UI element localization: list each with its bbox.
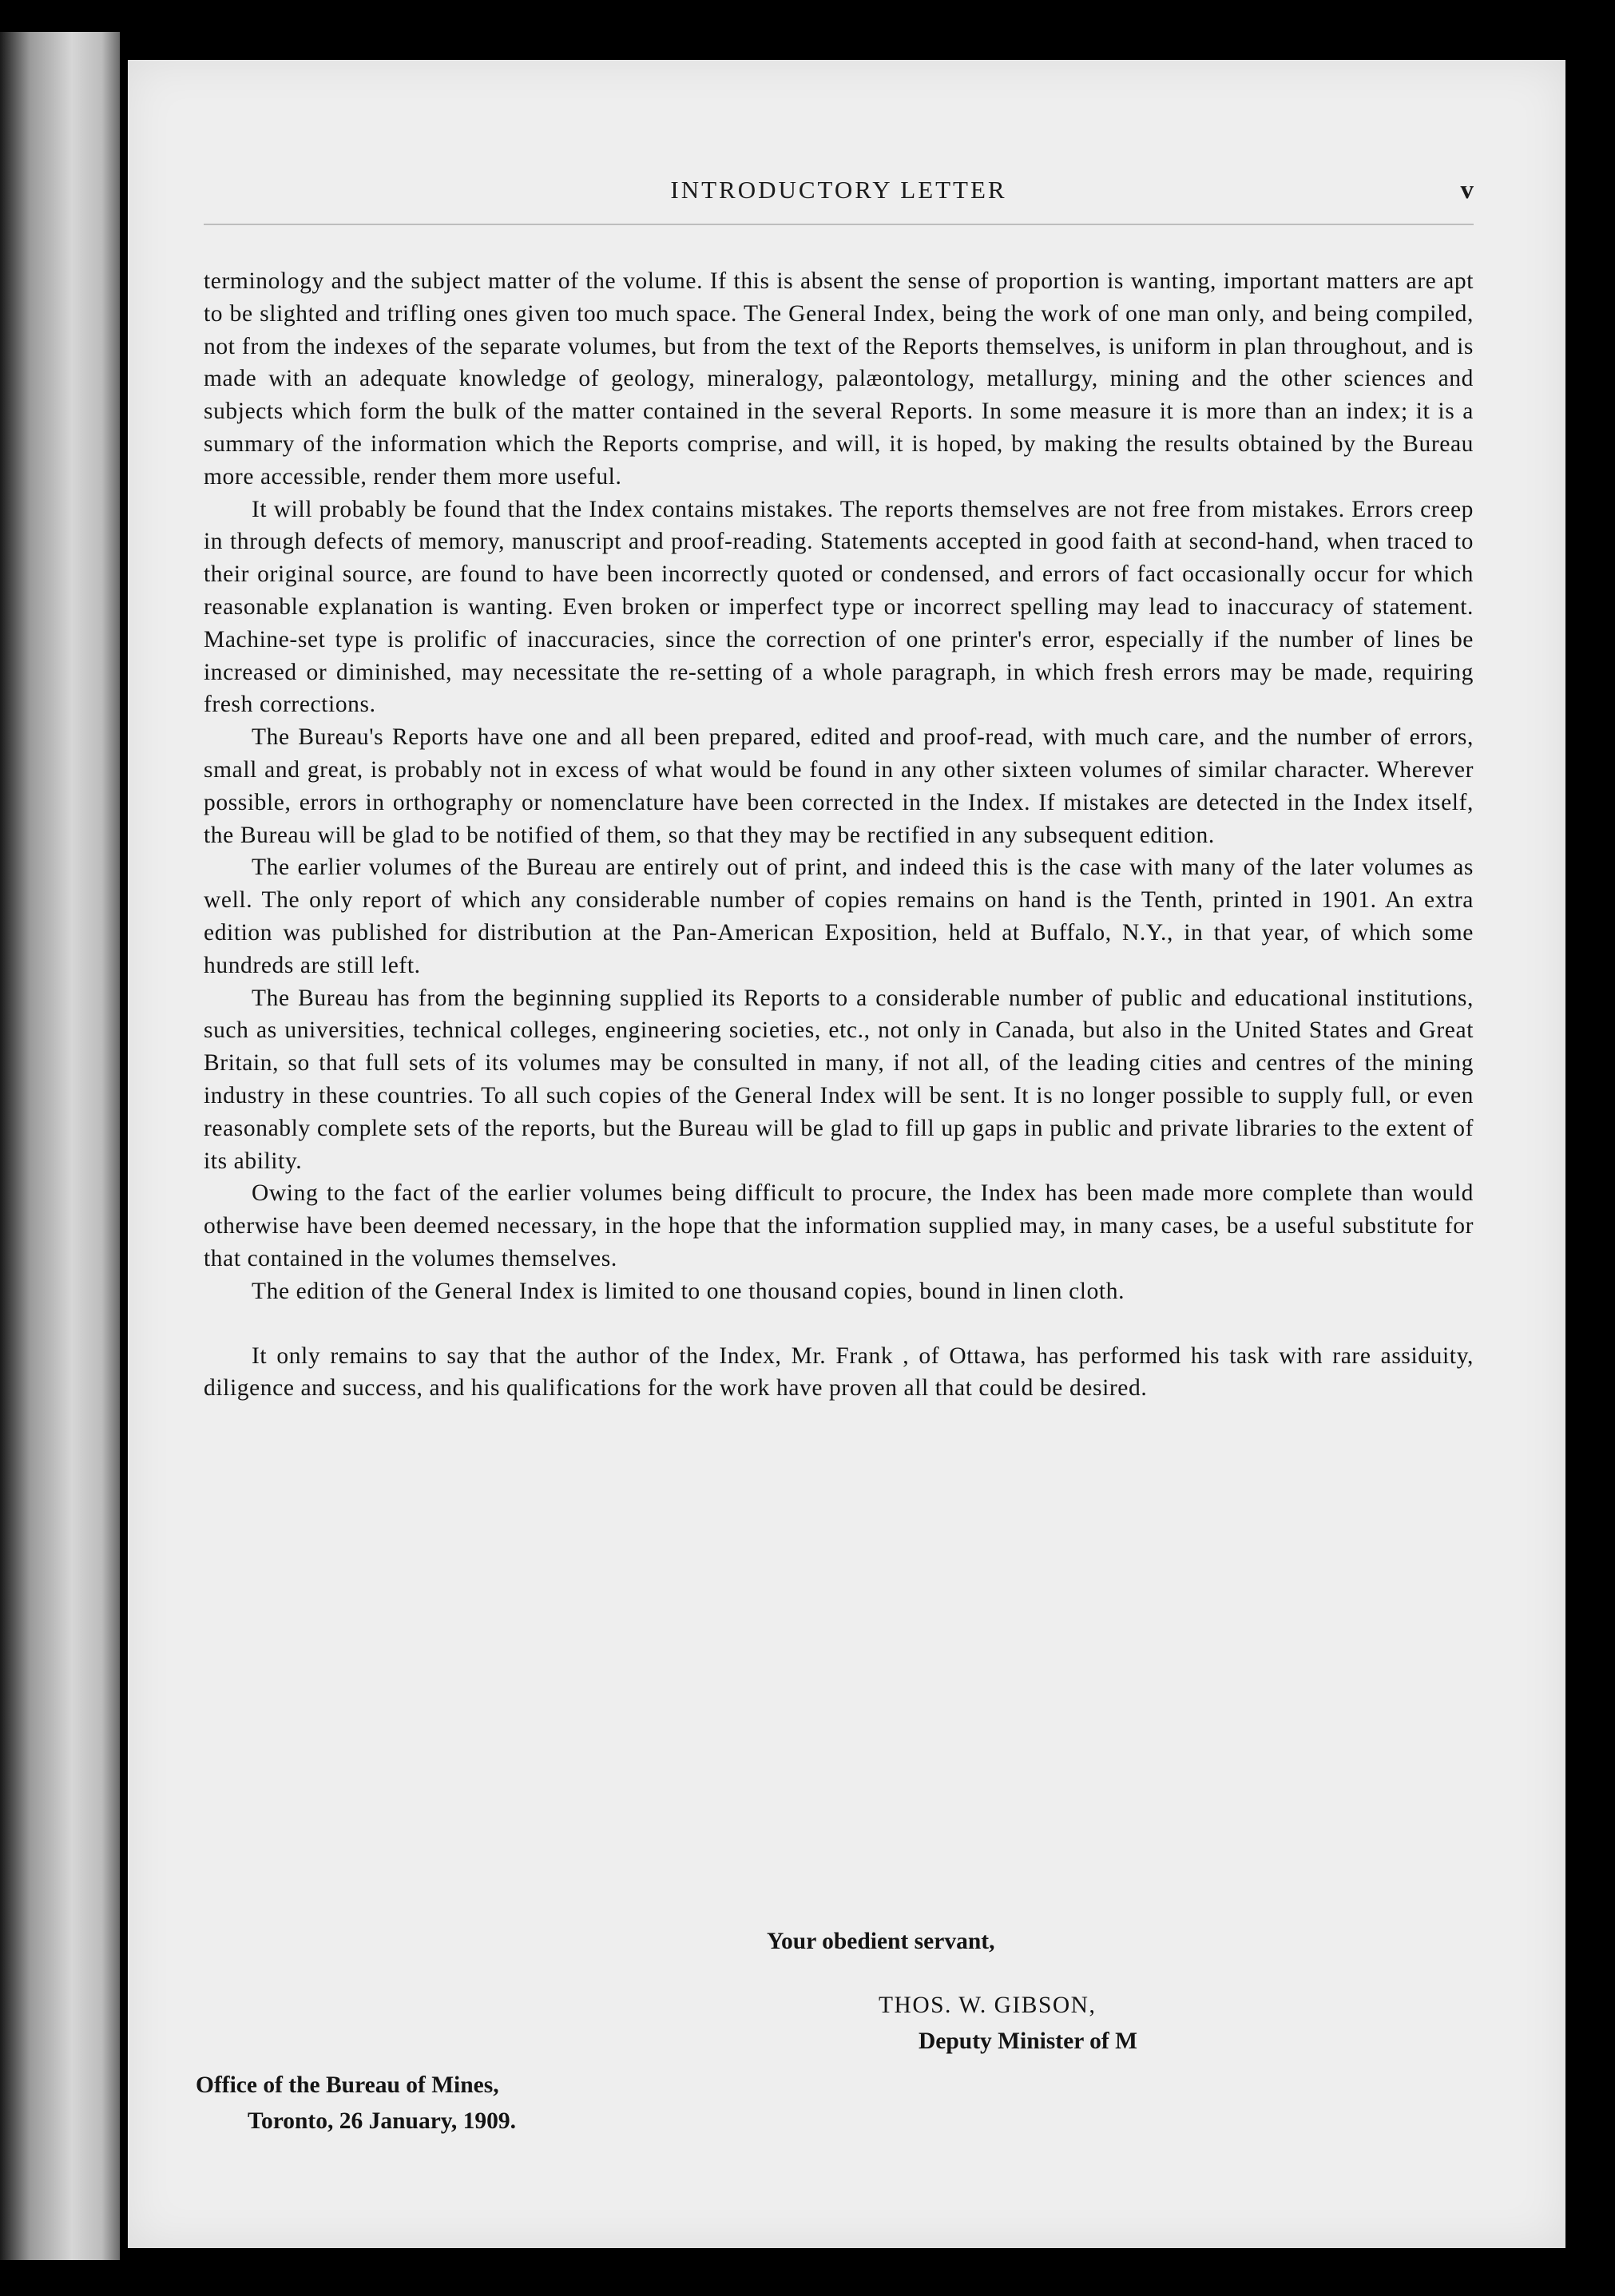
- running-head: [204, 176, 1474, 225]
- paragraph: Owing to the fact of the earlier volumes being difficult to procure, the Index has been made more complete than would otherwise have been deemed necessary, in the hope that the information supplied may, in many cases, be a useful substitute for that contained in the volumes themselves.: [204, 1180, 1474, 1271]
- paragraph: The edition of the General Index is limited to one thousand copies, bound in linen cloth.: [252, 1278, 1125, 1304]
- document-page: [128, 60, 1565, 2248]
- signer-name: THOS. W. GIBSON,: [879, 1993, 1097, 2018]
- paragraph: The earlier volumes of the Bureau are entirely out of print, and indeed this is the case with many of the later volumes as well. The only report of which any considerable number of copies remains on hand is the Tenth, printed in 1901. An extra edition was published for distribution at the Pan-American Exposition, held at Buffalo, N.Y., in that year, of which some hundreds are still left.: [204, 855, 1474, 978]
- paragraph: The Bureau's Reports have one and all been prepared, edited and proof-read, with much care, and the number of errors, small and great, is probably not in excess of what would be found in any other sixteen volumes of similar character. Wherever possible, errors in orthography or nomenclature have been corrected in the Index. If mistakes are detected in the Index itself, the Bureau will be glad to be notified of them, so that they may be rectified in any subsequent edition.: [204, 724, 1474, 848]
- paragraph: terminology and the subject matter of the volume. If this is absent the sense of proportion is wanting, important matters are apt to be slighted and trifling ones given too much space. The General Index, being the work of one man only, and being compiled, not from the indexes of the separate volumes, but from the text of the Reports themselves, is uniform in plan throughout, and is made with an adequate knowledge of geology, mineralogy, palæontology, metallurgy, mining and the other sciences and subjects which form the bulk of the matter contained in the several Reports. In some measure it is more than an index; it is a summary of the information which the Reports comprise, and will, it is hoped, by making the results obtained by the Bureau more accessible, render them more useful.: [204, 268, 1474, 490]
- paragraph: It will probably be found that the Index contains mistakes. The reports themselves are not free from mistakes. Errors creep in through defects of memory, manuscript and proof-reading. Statements accepted in good faith at second-hand, when traced to their original source, are found to have been incorrectly quoted or condensed, and errors of fact occasionally occur for which reasonable explanation is wanting. Even broken or imperfect type or incorrect spelling may lead to inaccuracy of statement. Machine-set type is prolific of inaccuracies, since the correction of one printer's error, especially if the number of lines be increased or diminished, may necessitate the re-setting of a whole paragraph, in which fresh errors may be made, requiring fresh corrections.: [204, 496, 1474, 718]
- paragraph: The Bureau has from the beginning supplied its Reports to a considerable number of public and educational institutions, such as universities, technical colleges, engineering societies, etc., not only in Canada, but also in the United States and Great Britain, so that full sets of its volumes may be consulted in many, if not all, of the leading cities and centres of the mining industry in these countries. To all such copies of the General Index will be sent. It is no longer possible to supply full, or even reasonably complete sets of the reports, but the Bureau will be glad to fill up gaps in public and private libraries to the extent of its ability.: [204, 985, 1474, 1174]
- letter-body: [204, 265, 1474, 1405]
- valediction: Your obedient servant,: [767, 1929, 995, 1954]
- page-number: v: [1460, 176, 1474, 204]
- date-line: Toronto, 26 January, 1909.: [248, 2108, 517, 2134]
- page-content: [196, 176, 1474, 2134]
- paragraph: It only remains to say that the author of the Index, Mr. Frank , of Ottawa, has performed his task with rare assiduity, diligence and success, and his qualifications for the work have proven all that could be desired.: [204, 1342, 1474, 1402]
- left-page-edge: [0, 32, 120, 2260]
- office-line: Office of the Bureau of Mines,: [196, 2072, 499, 2098]
- running-title: INTRODUCTORY LETTER: [670, 176, 1007, 204]
- signer-title: Deputy Minister of M: [919, 2028, 1137, 2054]
